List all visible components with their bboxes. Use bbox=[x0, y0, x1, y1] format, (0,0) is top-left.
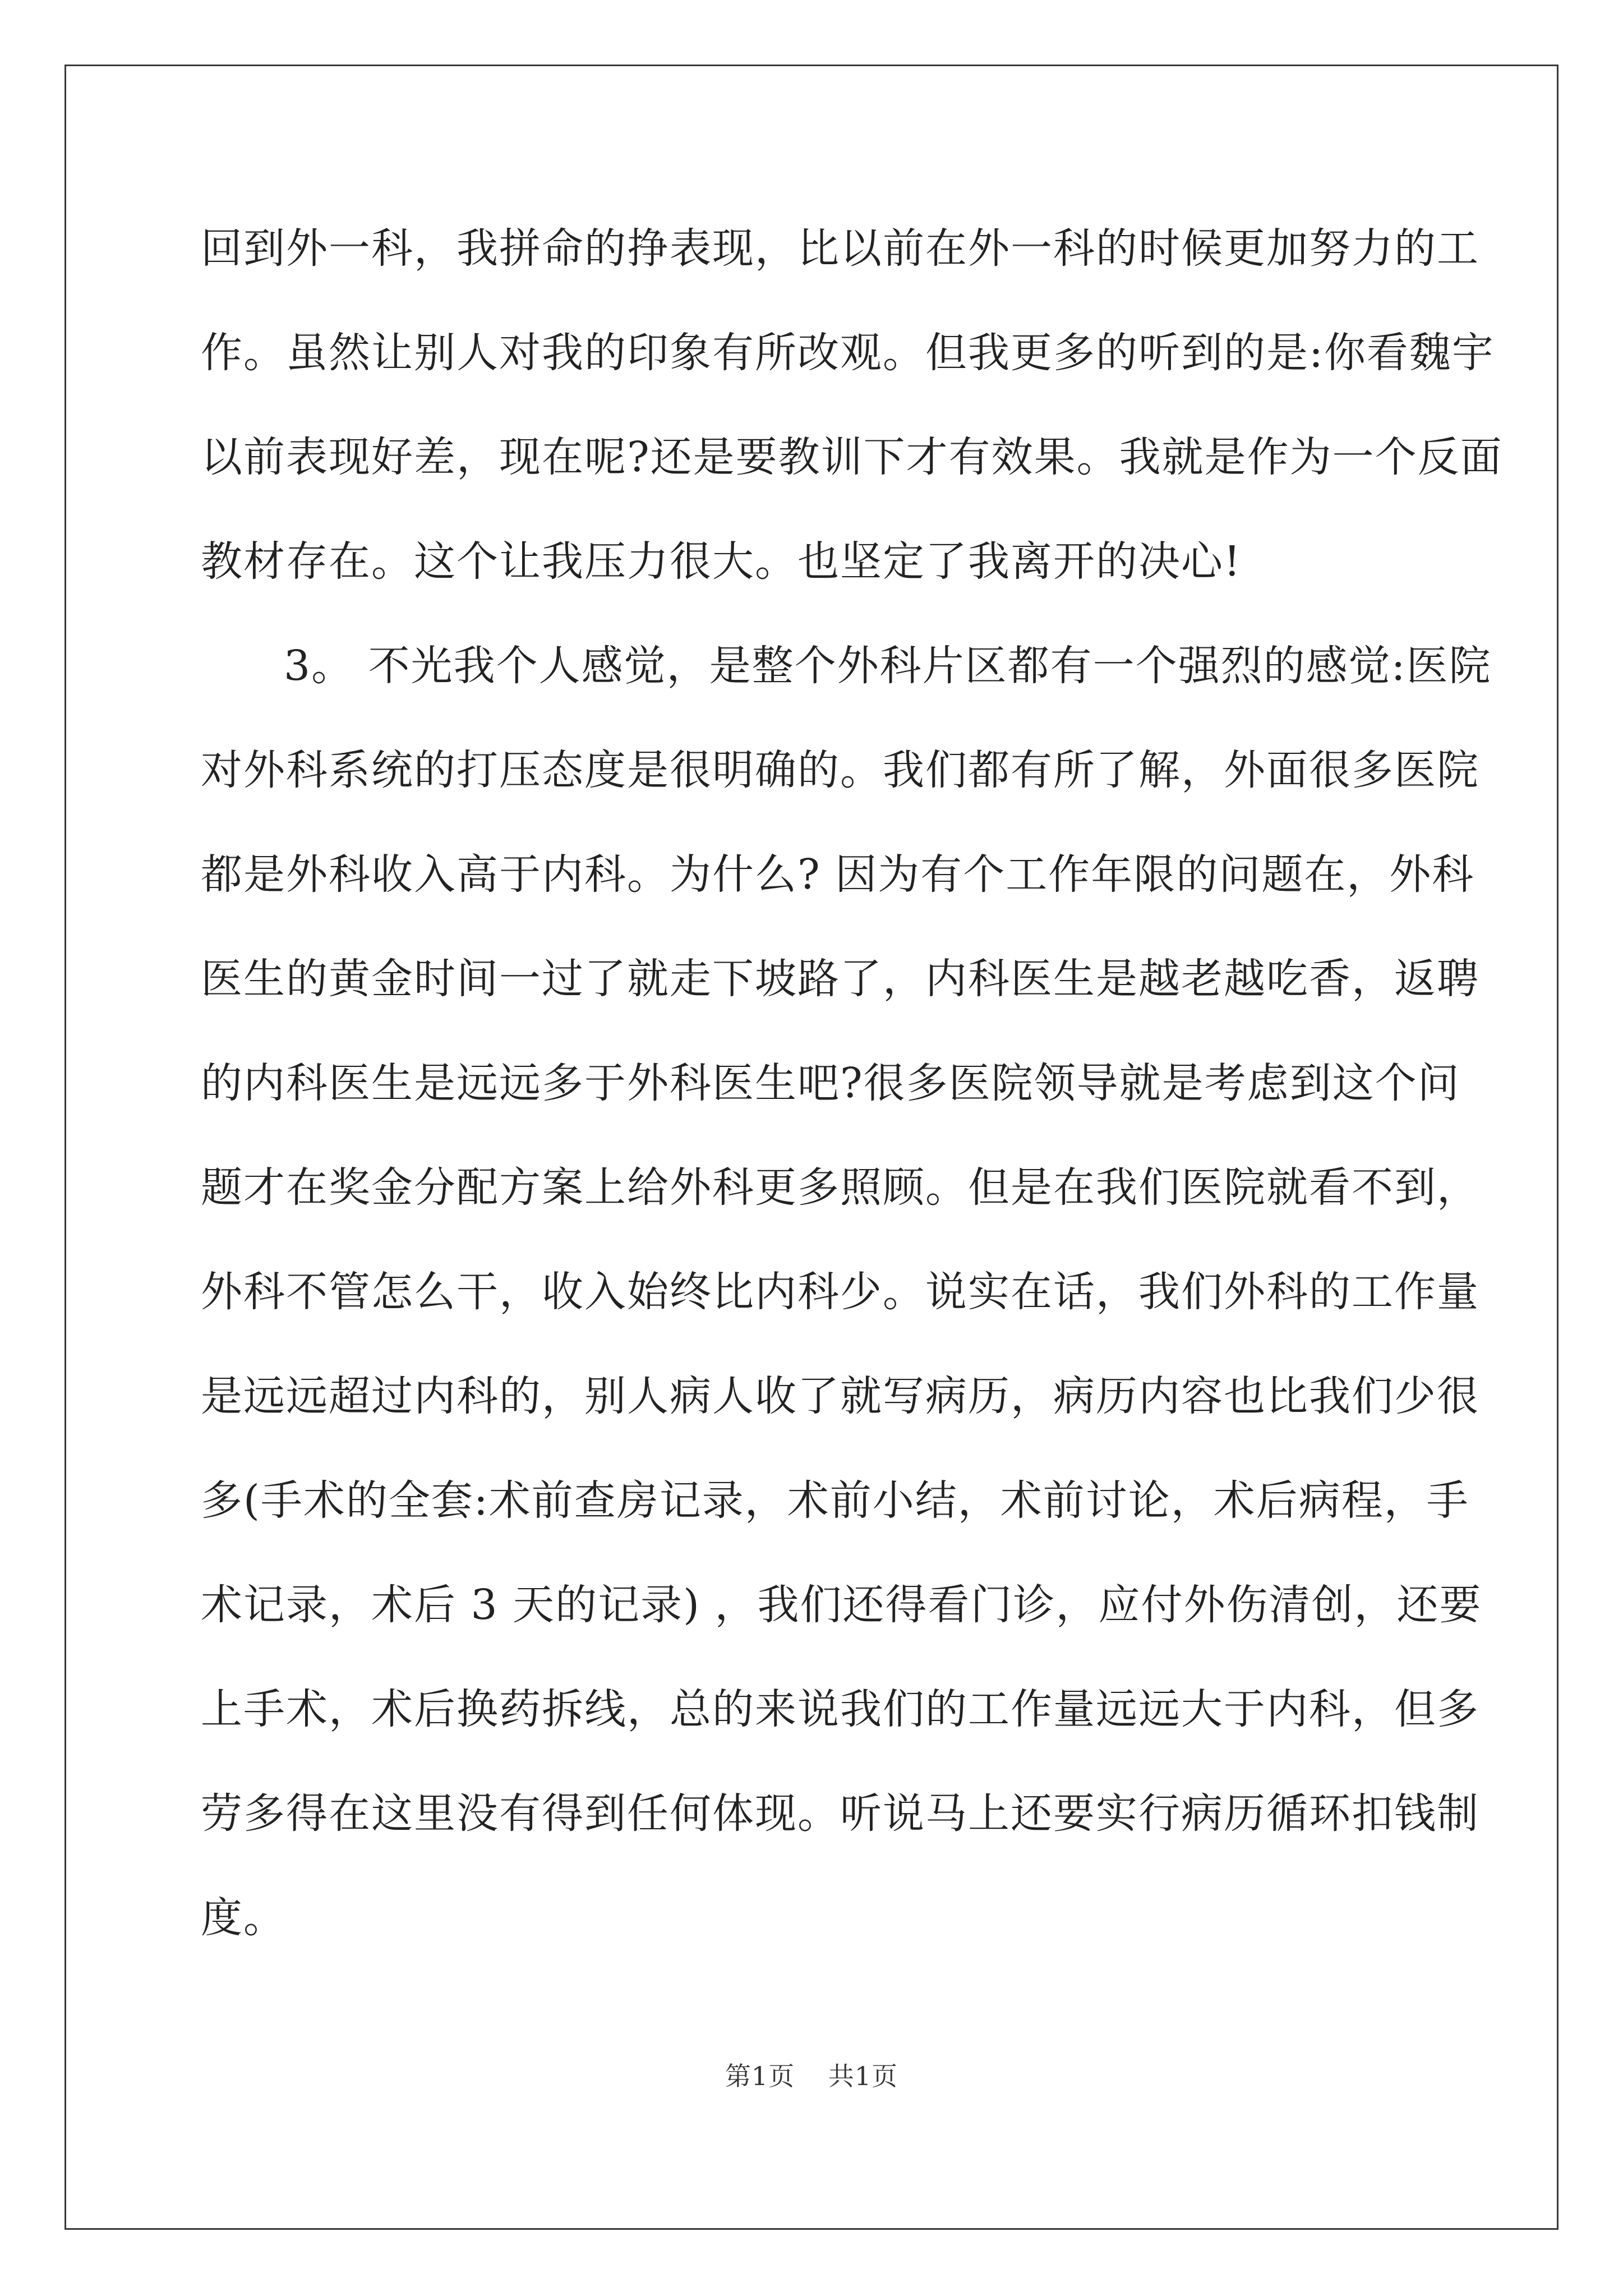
text-line: 题才在奖金分配方案上给外科更多照顾。但是在我们医院就看不到， bbox=[201, 1163, 1479, 1212]
text-line: 作。虽然让别人对我的印象有所改观。但我更多的听到的是:你看魏宇 bbox=[201, 329, 1495, 377]
page-footer bbox=[0, 2056, 1623, 2093]
text-line: 是远远超过内科的，别人病人收了就写病历，病历内容也比我们少很 bbox=[201, 1372, 1479, 1420]
text-line: 医生的黄金时间一过了就走下坡路了，内科医生是越老越吃香，返聘 bbox=[201, 955, 1479, 1003]
document-body bbox=[201, 196, 1503, 1970]
text-line: 劳多得在这里没有得到任何体现。听说马上还要实行病历循环扣钱制 bbox=[201, 1789, 1479, 1838]
paragraph-2 bbox=[201, 614, 1492, 1970]
paragraph-1 bbox=[201, 196, 1503, 614]
text-line: 术记录，术后 3 天的记录) ，我们还得看门诊，应付外伤清创，还要 bbox=[201, 1581, 1482, 1629]
text-line: 对外科系统的打压态度是很明确的。我们都有所了解，外面很多医院 bbox=[201, 746, 1479, 794]
text-line: 以前表现好差，现在呢?还是要教训下才有效果。我就是作为一个反面 bbox=[201, 433, 1503, 481]
text-line: 教材存在。这个让我压力很大。也坚定了我离开的决心! bbox=[201, 537, 1242, 586]
text-line: 都是外科收入高于内科。为什么? 因为有个工作年限的问题在，外科 bbox=[201, 850, 1475, 899]
text-line: 多(手术的全套:术前查房记录，术前小结，术前讨论，术后病程，手 bbox=[201, 1476, 1469, 1525]
text-line: 上手术，术后换药拆线，总的来说我们的工作量远远大于内科，但多 bbox=[201, 1685, 1479, 1733]
text-line: 度。 bbox=[201, 1894, 286, 1942]
text-line: 的内科医生是远远多于外科医生吧?很多医院领导就是考虑到这个问 bbox=[201, 1059, 1460, 1107]
text-line: 回到外一科，我拼命的挣表现，比以前在外一科的时候更加努力的工 bbox=[201, 224, 1479, 273]
text-line: 外科不管怎么干，收入始终比内科少。说实在话，我们外科的工作量 bbox=[201, 1268, 1479, 1316]
page-total: 共1页 bbox=[828, 2061, 898, 2091]
text-line: 3。 不光我个人感觉，是整个外科片区都有一个强烈的感觉:医院 bbox=[284, 642, 1492, 690]
page-number: 第1页 bbox=[725, 2061, 795, 2091]
